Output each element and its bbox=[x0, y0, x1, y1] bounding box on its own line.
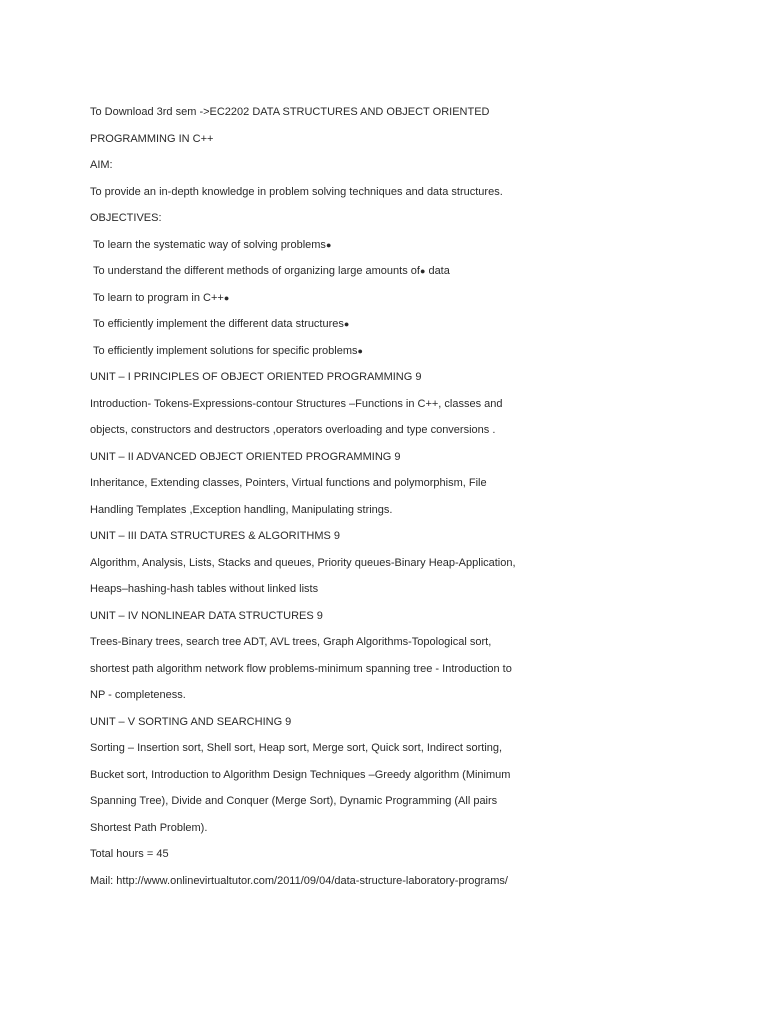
unit-4-text: NP - completeness. bbox=[90, 689, 186, 701]
unit-2-text: Handling Templates ,Exception handling, Manipulating strings. bbox=[90, 503, 393, 516]
objective-item bbox=[90, 232, 690, 259]
objectives-heading: OBJECTIVES: bbox=[90, 212, 162, 224]
bullet-icon: ● bbox=[343, 319, 350, 329]
header-line-2: PROGRAMMING IN C++ bbox=[90, 132, 214, 145]
objective-text: To efficiently implement solutions for specific problems bbox=[93, 344, 358, 357]
objective-item bbox=[90, 338, 690, 365]
unit-2-text: Inheritance, Extending classes, Pointers, Virtual functions and polymorphism, File bbox=[90, 477, 487, 489]
unit-4-text: Trees-Binary trees, search tree ADT, AVL trees, Graph Algorithms-Topological sort, bbox=[90, 636, 492, 648]
objective-item bbox=[90, 311, 690, 338]
mail-line: Mail: http://www.onlinevirtualtutor.com/2011/09/04/data-structure-laboratory-programs/ bbox=[90, 874, 508, 887]
objective-text: To learn to program in C++ bbox=[93, 291, 224, 304]
unit-1-title: UNIT – I PRINCIPLES OF OBJECT ORIENTED PROGRAMMING 9 bbox=[90, 371, 422, 383]
unit-1-text: Introduction- Tokens-Expressions-contour Structures –Functions in C++, classes and bbox=[90, 397, 503, 410]
unit-3-text: Algorithm, Analysis, Lists, Stacks and queues, Priority queues-Binary Heap-Application, bbox=[90, 556, 516, 569]
unit-5-text: Bucket sort, Introduction to Algorithm Design Techniques –Greedy algorithm (Minimum bbox=[90, 768, 511, 781]
objective-item bbox=[90, 258, 690, 285]
bullet-icon: ● bbox=[419, 266, 426, 276]
objective-text: To understand the different methods of organizing large amounts of bbox=[93, 265, 420, 277]
bullet-icon: ● bbox=[357, 345, 363, 356]
header-line-1: To Download 3rd sem ->EC2202 DATA STRUCTURES AND OBJECT ORIENTED bbox=[90, 106, 490, 118]
objective-text: To efficiently implement the different data structures bbox=[93, 318, 344, 330]
unit-2-title: UNIT – II ADVANCED OBJECT ORIENTED PROGRAMMING 9 bbox=[90, 450, 401, 463]
unit-1-text: objects, constructors and destructors ,operators overloading and type conversions . bbox=[90, 424, 496, 436]
aim-text: To provide an in-depth knowledge in problem solving techniques and data structures. bbox=[90, 185, 503, 198]
document-content bbox=[90, 99, 690, 894]
objective-item bbox=[90, 285, 690, 312]
unit-5-title: UNIT – V SORTING AND SEARCHING 9 bbox=[90, 715, 292, 728]
unit-3-title: UNIT – III DATA STRUCTURES & ALGORITHMS 9 bbox=[90, 530, 340, 542]
unit-5-text: Sorting – Insertion sort, Shell sort, Heap sort, Merge sort, Quick sort, Indirect sorting, bbox=[90, 742, 503, 754]
bullet-icon: ● bbox=[223, 292, 230, 303]
unit-5-text: Shortest Path Problem). bbox=[90, 821, 208, 834]
aim-heading: AIM: bbox=[90, 159, 113, 171]
objective-text: To learn the systematic way of solving problems bbox=[93, 238, 326, 251]
unit-3-text: Heaps–hashing-hash tables without linked lists bbox=[90, 583, 319, 595]
unit-4-title: UNIT – IV NONLINEAR DATA STRUCTURES 9 bbox=[90, 609, 323, 622]
unit-4-text: shortest path algorithm network flow problems-minimum spanning tree - Introduction to bbox=[90, 662, 512, 675]
total-hours: Total hours = 45 bbox=[90, 848, 169, 860]
bullet-icon: ● bbox=[325, 239, 332, 250]
unit-5-text: Spanning Tree), Divide and Conquer (Merge Sort), Dynamic Programming (All pairs bbox=[90, 795, 498, 807]
objective-text-after: data bbox=[425, 265, 450, 277]
